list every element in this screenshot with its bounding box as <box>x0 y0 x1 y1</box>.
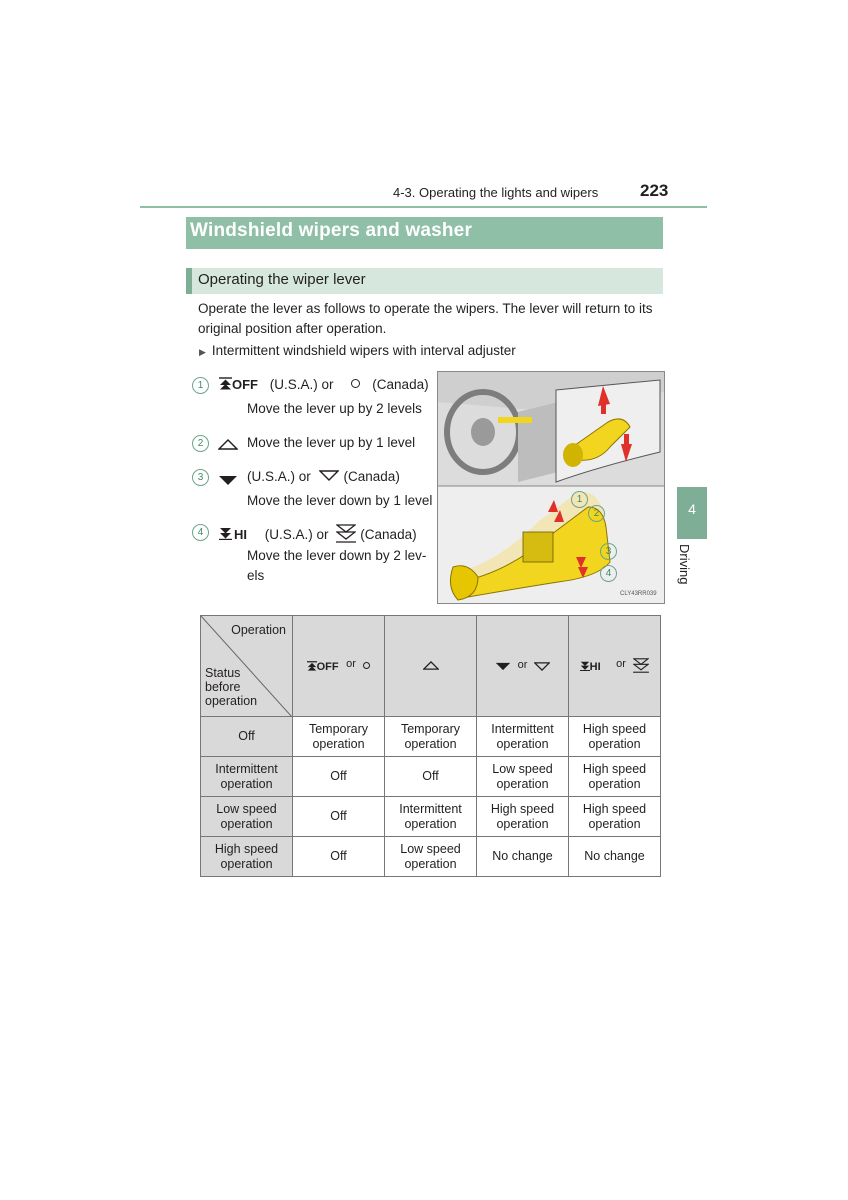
table-row <box>201 717 661 757</box>
table-cell: Off <box>385 757 477 797</box>
step-number: 2 <box>192 435 209 452</box>
table-cell: Low speed operation <box>385 837 477 877</box>
table-row <box>201 837 661 877</box>
chapter-label: Driving <box>677 544 692 585</box>
circle-o-icon <box>363 662 370 669</box>
callout-1: 1 <box>571 491 588 508</box>
callout-3: 3 <box>600 543 617 560</box>
row-status: Intermittent operation <box>201 757 293 797</box>
step-desc-cont: els <box>247 568 265 583</box>
corner-status: Status before operation <box>205 666 258 708</box>
mist-off-icon <box>307 661 317 671</box>
table-cell: No change <box>569 837 661 877</box>
down-outline-icon <box>319 470 339 481</box>
operation-table <box>200 615 661 877</box>
table-row <box>201 757 661 797</box>
table-cell: Low speed operation <box>477 757 569 797</box>
callout-4: 4 <box>600 565 617 582</box>
section-title: 4-3. Operating the lights and wipers <box>393 185 599 200</box>
step-desc: Move the lever down by 1 level <box>247 493 433 508</box>
table-cell: Temporary operation <box>385 717 477 757</box>
subtitle-accent <box>186 268 192 294</box>
high-speed-icon <box>580 661 590 671</box>
col-header-down-one: or <box>477 616 569 717</box>
row-status: High speed operation <box>201 837 293 877</box>
mist-off-icon <box>219 377 232 390</box>
row-status: Low speed operation <box>201 797 293 837</box>
col-header-mist-off: OFF or <box>293 616 385 717</box>
high-speed-icon <box>219 527 232 540</box>
table-cell: High speed operation <box>569 797 661 837</box>
step-desc: Move the lever down by 2 lev- <box>247 548 427 563</box>
subtitle: Operating the wiper lever <box>198 271 366 288</box>
figure-code: CLY43RR039 <box>620 591 657 597</box>
table-cell: High speed operation <box>477 797 569 837</box>
step-number: 4 <box>192 524 209 541</box>
step-desc: Move the lever up by 2 levels <box>247 401 422 416</box>
col-header-up-one <box>385 616 477 717</box>
step-number: 3 <box>192 469 209 486</box>
table-row <box>201 797 661 837</box>
table-cell: Intermittent operation <box>477 717 569 757</box>
step-4-line: HI (U.S.A.) or (Canada) <box>219 524 417 543</box>
down-outline-icon <box>534 662 550 671</box>
up-one-level-icon <box>218 437 238 455</box>
intro-text: Operate the lever as follows to operate the wipers. The lever will return to its original position after operation. <box>198 301 653 336</box>
up-one-level-icon <box>423 661 439 670</box>
high-speed-outline-icon <box>633 658 649 673</box>
wiper-lever-illustration <box>437 371 665 604</box>
page-title: Windshield wipers and washer <box>190 220 473 241</box>
table-cell: High speed operation <box>569 757 661 797</box>
col-header-high: HI or <box>569 616 661 717</box>
table-corner-cell <box>201 616 293 717</box>
table-cell: Off <box>293 837 385 877</box>
down-filled-icon <box>495 662 511 671</box>
step-1-line: OFF (U.S.A.) or (Canada) <box>219 377 429 392</box>
table-cell: Temporary operation <box>293 717 385 757</box>
bullet-item: ▶ Intermittent windshield wipers with interval adjuster <box>199 343 516 358</box>
circle-o-icon <box>351 379 360 388</box>
table-cell: High speed operation <box>569 717 661 757</box>
down-filled-icon <box>218 473 238 491</box>
table-cell: Off <box>293 757 385 797</box>
table-cell: No change <box>477 837 569 877</box>
high-speed-outline-icon <box>336 524 356 543</box>
page-number: 223 <box>640 181 669 200</box>
header-rule <box>140 206 707 208</box>
step-desc: Move the lever up by 1 level <box>247 435 416 450</box>
corner-operation: Operation <box>231 623 286 637</box>
step-number: 1 <box>192 377 209 394</box>
table-cell: Intermittent operation <box>385 797 477 837</box>
chapter-tab[interactable]: 4 <box>677 487 707 539</box>
row-status: Off <box>201 717 293 757</box>
callout-2: 2 <box>588 505 605 522</box>
table-cell: Off <box>293 797 385 837</box>
bullet-triangle-icon: ▶ <box>199 347 206 357</box>
step-3-line: (U.S.A.) or (Canada) <box>247 469 400 484</box>
